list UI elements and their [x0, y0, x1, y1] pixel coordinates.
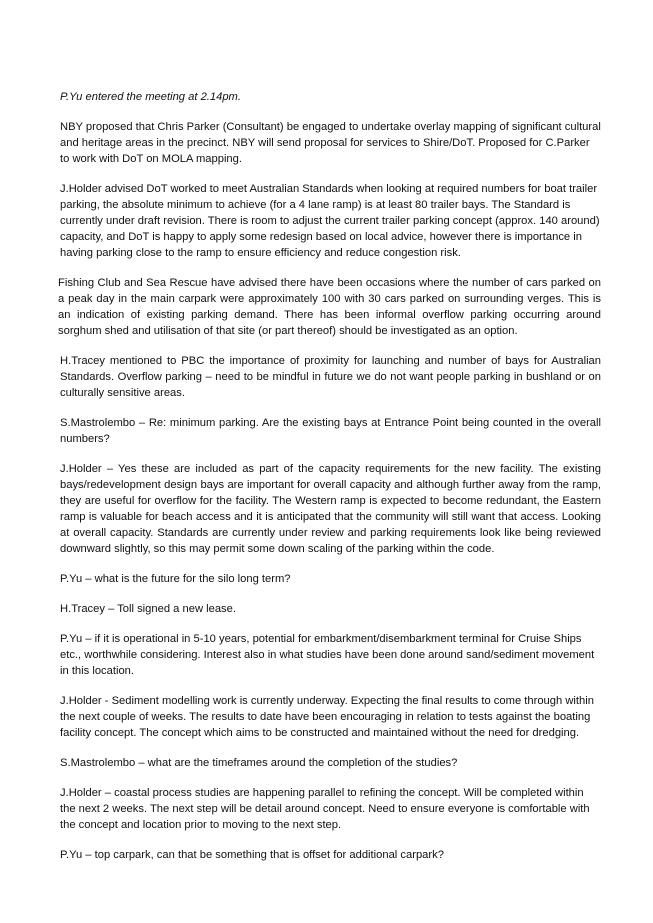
- paragraph-mastrolembo-timeframes: S.Mastrolembo – what are the timeframes around the completion of the studies?: [60, 757, 458, 769]
- paragraph-holder-capacity: J.Holder – Yes these are included as part of the capacity requirements for the new facility. The existing bays/redevelopment design bays are important for overall capacity and although further away from the ramp, they are useful for overflow for the facility. The Western ramp is expected to become redundant, the Eastern ramp is valuable for beach access and it is anticipated that the community will still want that access. Looking at overall capacity. Standards are currently under review and parking requirements look like being reviewed downward slightly, so this may permit some down scaling of the parking within the code.: [60, 463, 601, 555]
- paragraph-yu-silo: P.Yu – what is the future for the silo long term?: [60, 573, 291, 585]
- paragraph-holder-sediment: J.Holder - Sediment modelling work is currently underway. Expecting the final results to come through within the next couple of weeks. The results to date have been encouraging in relation to tests against the boating facility concept. The concept which aims to be constructed and maintained without the need for dredging.: [60, 695, 594, 739]
- attendance-note: P.Yu entered the meeting at 2.14pm.: [60, 91, 241, 103]
- meeting-minutes-body: [60, 89, 601, 877]
- paragraph-yu-carpark: P.Yu – top carpark, can that be something that is offset for additional carpark?: [60, 849, 444, 861]
- paragraph-mastrolembo-parking: S.Mastrolembo – Re: minimum parking. Are the existing bays at Entrance Point being counted in the overall numbers?: [60, 417, 601, 445]
- paragraph-tracey-lease: H.Tracey – Toll signed a new lease.: [60, 603, 236, 615]
- paragraph-holder-standards: J.Holder advised DoT worked to meet Australian Standards when looking at required numbers for boat trailer parking, the absolute minimum to achieve (for a 4 lane ramp) is at least 80 trailer bays. The Standard is currently under draft revision. There is room to adjust the current trailer parking concept (approx. 140 around) capacity, and DoT is happy to apply some redesign based on local advice, however there is importance in having parking close to the ramp to ensure efficiency and reduce congestion risk.: [60, 183, 600, 259]
- paragraph-yu-cruise: P.Yu – if it is operational in 5-10 years, potential for embarkment/disembarkment terminal for Cruise Ships etc., worthwhile considering. Interest also in what studies have been done around sand/sediment movement in this location.: [60, 633, 595, 677]
- paragraph-nby-proposal: NBY proposed that Chris Parker (Consultant) be engaged to undertake overlay mapping of significant cultural and heritage areas in the precinct. NBY will send proposal for services to Shire/DoT. Proposed for C.Parker to work with DoT on MOLA mapping.: [60, 121, 601, 165]
- paragraph-holder-coastal: J.Holder – coastal process studies are happening parallel to refining the concept. Will be completed within the next 2 weeks. The next step will be detail around concept. Need to ensure everyone is comfortable with the concept and location prior to moving to the next step.: [60, 787, 590, 831]
- paragraph-tracey-proximity: H.Tracey mentioned to PBC the importance of proximity for launching and number of bays for Australian Standards. Overflow parking – need to be mindful in future we do not want people parking in bushland or on culturally sensitive areas.: [60, 355, 601, 399]
- paragraph-fishing-club: Fishing Club and Sea Rescue have advised there have been occasions where the number of cars parked on a peak day in the main carpark were approximately 100 with 30 cars parked on surrounding verges. This is an indication of existing parking demand. There has been informal overflow parking occurring around sorghum shed and utilisation of that site (or part thereof) should be investigated as an option.: [58, 277, 601, 337]
